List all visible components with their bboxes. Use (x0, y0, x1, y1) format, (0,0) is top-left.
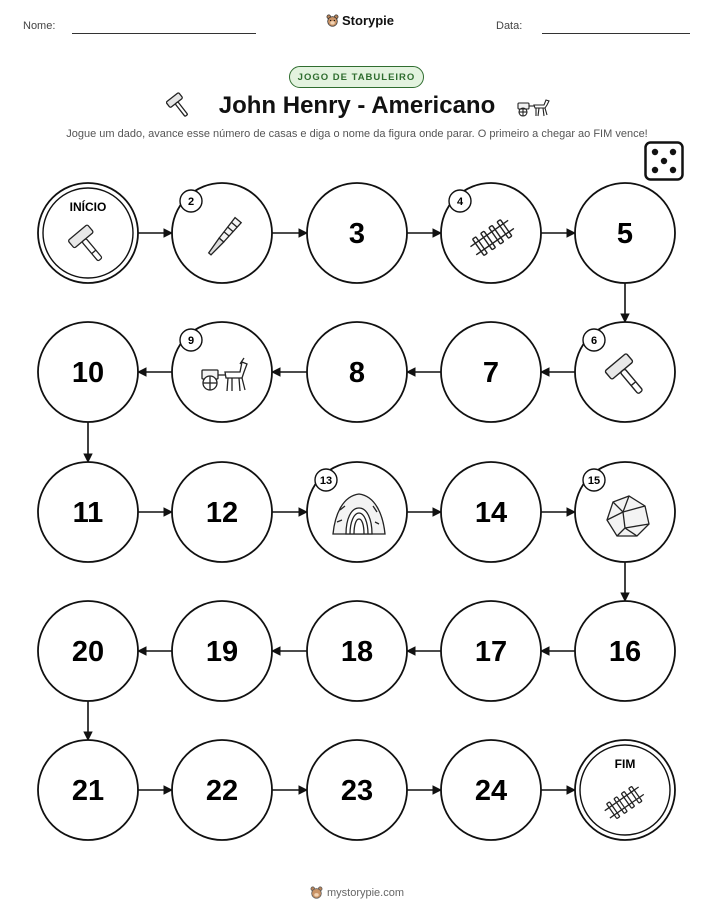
board-square-12 (172, 462, 272, 562)
brand-name: Storypie (342, 13, 395, 28)
footer (0, 886, 714, 899)
square-number: 22 (205, 775, 239, 807)
square-number: 7 (482, 357, 500, 389)
board-square-11 (38, 462, 138, 562)
board-square-24 (441, 740, 541, 840)
square-number: 24 (474, 775, 508, 807)
square-number: 11 (72, 497, 104, 529)
start-label: INÍCIO (69, 200, 107, 214)
square-number: 21 (71, 775, 105, 807)
board-square-5 (575, 183, 675, 283)
name-label: Nome: (23, 20, 56, 32)
board-square-3 (307, 183, 407, 283)
square-number: 2 (187, 196, 195, 208)
board-square-18 (307, 601, 407, 701)
square-number: 23 (340, 775, 374, 807)
date-label: Data: (496, 20, 523, 32)
board-square-8 (307, 322, 407, 422)
board-square-19 (172, 601, 272, 701)
board-square-15 (575, 462, 675, 562)
square-number: 4 (456, 196, 464, 208)
square-number: 17 (474, 636, 508, 668)
board-square-13 (307, 462, 407, 562)
board-square-2 (172, 183, 272, 283)
square-number: 6 (590, 335, 598, 347)
board-square-1 (38, 183, 138, 283)
board-square-23 (307, 740, 407, 840)
square-number: 12 (205, 497, 239, 529)
board-square-4 (441, 183, 541, 283)
square-number: 13 (319, 475, 333, 487)
instructions: Jogue um dado, avance esse número de casas e diga o nome da figura onde parar. O primeiro a chegar ao FIM vence! (66, 128, 648, 140)
board-square-16 (575, 601, 675, 701)
square-number: 15 (587, 475, 601, 487)
square-number: 8 (348, 357, 366, 389)
board-square-17 (441, 601, 541, 701)
board-square-14 (441, 462, 541, 562)
square-number: 18 (340, 636, 374, 668)
square-number: 10 (71, 357, 105, 389)
square-number: 16 (608, 636, 642, 668)
square-number: 20 (71, 636, 105, 668)
board-square-10 (38, 322, 138, 422)
square-number: 9 (187, 335, 195, 347)
square-number: 5 (616, 218, 634, 250)
board-squares (38, 183, 675, 840)
square-number: 3 (348, 218, 366, 250)
footer-url: mystorypie.com (326, 886, 405, 899)
square-number: 14 (474, 497, 508, 529)
board-square-22 (172, 740, 272, 840)
board-square-7 (441, 322, 541, 422)
end-label: FIM (614, 757, 636, 771)
board-square-9 (172, 322, 272, 422)
board-square-6 (575, 322, 675, 422)
board-square-20 (38, 601, 138, 701)
board-square-21 (38, 740, 138, 840)
bear-icon (310, 886, 323, 899)
game-type-badge: JOGO DE TABULEIRO (289, 66, 424, 88)
square-number: 19 (205, 636, 239, 668)
board-square-25 (575, 740, 675, 840)
page-title: John Henry - Americano (218, 92, 496, 119)
